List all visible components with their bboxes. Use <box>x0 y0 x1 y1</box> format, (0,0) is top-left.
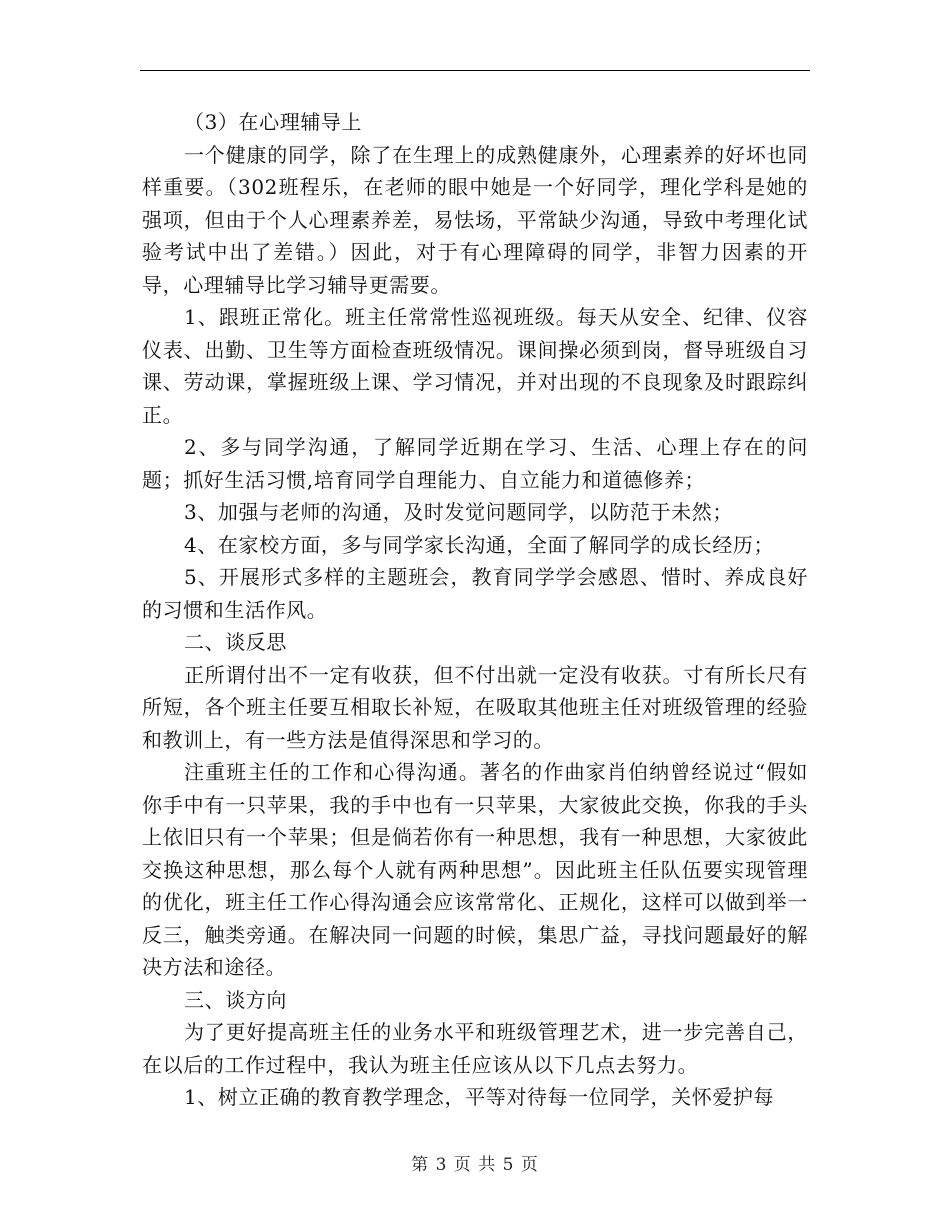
paragraph-item-2-communication: 2、多与同学沟通，了解同学近期在学习、生活、心理上存在的问题；抓好生活习惯,培育同学自理能力、自立能力和道德修养； <box>142 435 808 492</box>
paragraph-direction-intro: 为了更好提高班主任的业务水平和班级管理艺术，进一步完善自己，在以后的工作过程中，我认为班主任应该从以下几点去努力。 <box>142 1020 808 1077</box>
section-heading-psychology: （3）在心理辅导上 <box>184 110 363 134</box>
paragraph-direction-item-1: 1、树立正确的教育教学理念，平等对待每一位同学，关怀爱护每 <box>184 1085 775 1109</box>
header-rule <box>140 70 810 71</box>
paragraph-item-3-teachers: 3、加强与老师的沟通，及时发觉问题同学，以防范于未然； <box>184 500 733 524</box>
paragraph-item-5-class-meetings: 5、开展形式多样的主题班会，教育同学学会感恩、惜时、养成良好的习惯和生活作风。 <box>142 565 808 622</box>
section-heading-reflection: 二、谈反思 <box>184 630 287 654</box>
section-heading-direction: 三、谈方向 <box>184 987 287 1012</box>
paragraph-psychology-intro: 一个健康的同学，除了在生理上的成熟健康外，心理素养的好坏也同样重要。（302班程乐，在老师的眼中她是一个好同学，理化学科是她的强项，但由于个人心理素养差，易怯场，平常缺少沟通，导致中考理化试验考试中出了差错。）因此，对于有心理障碍的同学，非智力因素的开导，心理辅导比学习辅导更需要。 <box>142 142 808 297</box>
document-body <box>142 106 808 1114</box>
paragraph-reflection-intro: 正所谓付出不一定有收获，但不付出就一定没有收获。寸有所长尺有所短，各个班主任要互相取长补短，在吸取其他班主任对班级管理的经验和教训上，有一些方法是值得深思和学习的。 <box>142 662 808 752</box>
page-footer: 第 3 页 共 5 页 <box>411 1155 539 1175</box>
paragraph-item-4-parents: 4、在家校方面，多与同学家长沟通，全面了解同学的成长经历； <box>184 532 775 557</box>
paragraph-item-1-routine: 1、跟班正常化。班主任常常性巡视班级。每天从安全、纪律、仪容仪表、出勤、卫生等方面检查班级情况。课间操必须到岗，督导班级自习课、劳动课，掌握班级上课、学习情况，并对出现的不良现象及时跟踪纠正。 <box>142 305 808 427</box>
paragraph-reflection-quote: 注重班主任的工作和心得沟通。著名的作曲家肖伯纳曾经说过“假如你手中有一只苹果，我的手中也有一只苹果，大家彼此交换，你我的手头上依旧只有一个苹果；但是倘若你有一种思想，我有一种思想，大家彼此交换这种思想，那么每个人就有两种思想”。因此班主任队伍要实现管理的优化，班主任工作心得沟通会应该常常化、正规化，这样可以做到举一反三，触类旁通。在解决同一问题的时候，集思广益，寻找问题最好的解决方法和途径。 <box>142 760 808 979</box>
